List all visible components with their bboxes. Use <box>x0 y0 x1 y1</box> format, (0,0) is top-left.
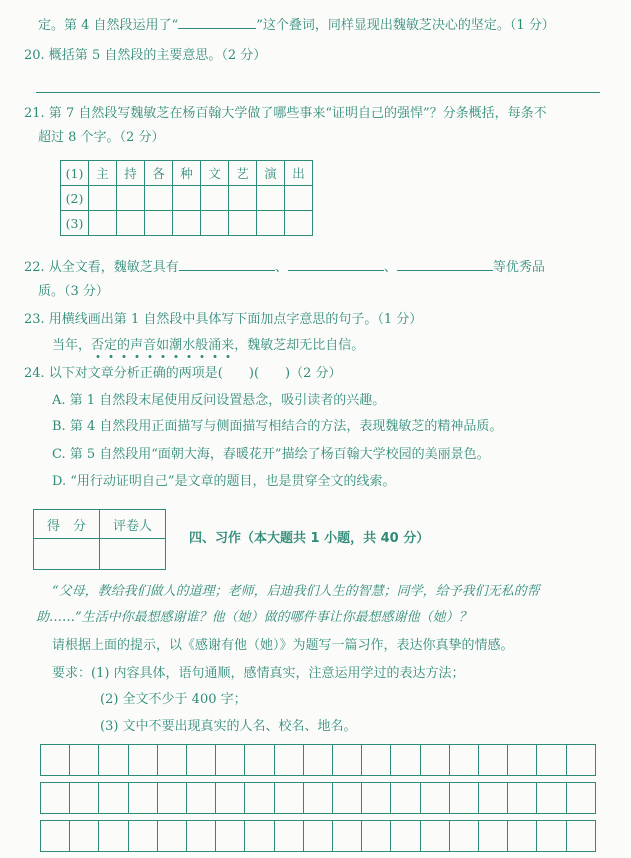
composition-cell[interactable] <box>391 821 420 851</box>
composition-cell[interactable] <box>304 821 333 851</box>
composition-cell[interactable] <box>99 745 128 775</box>
composition-cell[interactable] <box>567 783 595 813</box>
requirement-1: 要求：(1) 内容具体，语句通顺，感情真实，注意运用学过的表达方法； <box>52 666 465 681</box>
grid-cell[interactable] <box>89 186 117 211</box>
q23-question: 23. 用横线画出第 1 自然段中具体写下面加点字意思的句子。（1 分） <box>24 312 423 327</box>
composition-cell[interactable] <box>187 745 216 775</box>
q21-row-label: (3) <box>61 211 89 236</box>
grid-cell[interactable] <box>257 186 285 211</box>
section4-heading: 四、习作（本大题共 1 小题，共 40 分） <box>189 531 430 546</box>
composition-cell[interactable] <box>450 821 479 851</box>
q22-question-line1 <box>24 256 545 278</box>
q24-option-a[interactable]: A. 第 1 自然段末尾使用反问设置悬念，吸引读者的兴趣。 <box>52 393 386 408</box>
grid-cell[interactable]: 主 <box>89 161 117 186</box>
emphasized-char: 的 <box>117 338 131 353</box>
prompt-line1: “父母，教给我们做人的道理；老师，启迪我们人生的智慧；同学，给予我们无私的帮 <box>52 584 540 599</box>
composition-cell[interactable] <box>216 783 245 813</box>
q24-option-d[interactable]: D. “用行动证明自己”是文章的题目，也是贯穿全文的线索。 <box>52 474 396 489</box>
composition-row <box>40 782 596 814</box>
composition-cell[interactable] <box>421 821 450 851</box>
composition-cell[interactable] <box>479 745 508 775</box>
composition-cell[interactable] <box>41 783 70 813</box>
composition-cell[interactable] <box>567 745 595 775</box>
q24-question: 24. 以下对文章分析正确的两项是( )( )（2 分） <box>24 366 342 381</box>
composition-cell[interactable] <box>479 821 508 851</box>
emphasized-char: 否 <box>91 338 105 353</box>
score-label: 得 分 <box>34 510 100 539</box>
q22-blank-3[interactable] <box>397 256 493 271</box>
q19-text-after: ”这个叠词，同样显现出魏敏芝决心的坚定。（1 分） <box>256 18 555 33</box>
q22-sep: 、 <box>274 260 288 275</box>
composition-cell[interactable] <box>41 745 70 775</box>
composition-cell[interactable] <box>508 783 537 813</box>
grid-cell[interactable] <box>117 211 145 236</box>
composition-cell[interactable] <box>537 745 566 775</box>
composition-cell[interactable] <box>216 821 245 851</box>
composition-cell[interactable] <box>158 783 187 813</box>
composition-cell[interactable] <box>567 821 595 851</box>
grid-cell[interactable] <box>285 186 313 211</box>
q22-blank-2[interactable] <box>288 256 384 271</box>
composition-cell[interactable] <box>421 745 450 775</box>
q19-answer-blank[interactable] <box>178 14 256 29</box>
composition-cell[interactable] <box>129 783 158 813</box>
q21-row-label: (1) <box>61 161 89 186</box>
composition-cell[interactable] <box>129 821 158 851</box>
q23-sentence-pre: 当年， <box>52 338 92 353</box>
q23-dotted-phrase <box>91 338 234 353</box>
composition-cell[interactable] <box>41 821 70 851</box>
reviewer-input[interactable] <box>100 539 166 570</box>
grid-cell[interactable]: 文 <box>201 161 229 186</box>
grid-cell[interactable]: 持 <box>117 161 145 186</box>
composition-cell[interactable] <box>508 821 537 851</box>
composition-cell[interactable] <box>537 783 566 813</box>
q19-tail <box>38 14 555 36</box>
prompt-line3: 请根据上面的提示，以《感谢有他（她）》为题写一篇习作，表达你真挚的情感。 <box>52 638 514 653</box>
q24-option-b[interactable]: B. 第 4 自然段用正面描写与侧面描写相结合的方法，表现魏敏芝的精神品质。 <box>52 419 503 434</box>
grid-cell[interactable]: 艺 <box>229 161 257 186</box>
emphasized-char: 般 <box>195 338 209 353</box>
q23-sentence[interactable] <box>52 336 364 356</box>
q21-question-line1: 21. 第 7 自然段写魏敏芝在杨百翰大学做了哪些事来“证明自己的强悍”？分条概括，每条不 <box>24 106 547 121</box>
composition-cell[interactable] <box>275 783 304 813</box>
requirement-3: (3) 文中不要出现真实的人名、校名、地名。 <box>100 719 357 734</box>
composition-cell[interactable] <box>275 821 304 851</box>
emphasized-char: 来 <box>221 338 235 353</box>
composition-cell[interactable] <box>362 783 391 813</box>
requirement-2: (2) 全文不少于 400 字； <box>100 692 247 707</box>
composition-cell[interactable] <box>304 745 333 775</box>
composition-cell[interactable] <box>245 783 274 813</box>
grid-cell[interactable] <box>89 211 117 236</box>
composition-cell[interactable] <box>362 745 391 775</box>
composition-cell[interactable] <box>362 821 391 851</box>
emphasized-char: 如 <box>156 338 170 353</box>
grid-cell[interactable] <box>201 186 229 211</box>
q20-answer-line[interactable] <box>36 92 600 93</box>
prompt-line2: 助……”生活中你最想感谢谁？他（她）做的哪件事让你最想感谢他（她）？ <box>36 610 472 625</box>
q21-row <box>61 161 313 186</box>
grid-cell[interactable] <box>285 211 313 236</box>
composition-cell[interactable] <box>304 783 333 813</box>
score-box <box>33 509 166 570</box>
grid-cell[interactable] <box>173 186 201 211</box>
q21-row <box>61 186 313 211</box>
composition-cell[interactable] <box>333 783 362 813</box>
reviewer-label: 评卷人 <box>100 510 166 539</box>
grid-cell[interactable] <box>173 211 201 236</box>
composition-cell[interactable] <box>391 783 420 813</box>
q19-text-before: 定。第 4 自然段运用了“ <box>38 18 179 33</box>
q22-question-line2: 质。（3 分） <box>38 284 109 299</box>
composition-cell[interactable] <box>216 745 245 775</box>
composition-cell[interactable] <box>99 783 128 813</box>
q22-sep: 、 <box>383 260 397 275</box>
composition-cell[interactable] <box>187 821 216 851</box>
q21-answer-grid <box>60 160 313 236</box>
q23-sentence-post: ，魏敏芝却无比自信。 <box>234 338 365 353</box>
composition-row <box>40 820 596 852</box>
composition-cell[interactable] <box>158 745 187 775</box>
grid-cell[interactable] <box>145 186 173 211</box>
composition-cell[interactable] <box>245 821 274 851</box>
composition-cell[interactable] <box>450 783 479 813</box>
grid-cell[interactable]: 出 <box>285 161 313 186</box>
composition-cell[interactable] <box>479 783 508 813</box>
q22-blank-1[interactable] <box>179 256 275 271</box>
grid-cell[interactable]: 各 <box>145 161 173 186</box>
composition-grid <box>40 744 596 858</box>
score-input[interactable] <box>34 539 100 570</box>
composition-cell[interactable] <box>333 821 362 851</box>
grid-cell[interactable] <box>229 186 257 211</box>
composition-cell[interactable] <box>99 821 128 851</box>
composition-cell[interactable] <box>187 783 216 813</box>
composition-cell[interactable] <box>391 745 420 775</box>
composition-cell[interactable] <box>129 745 158 775</box>
grid-cell[interactable] <box>229 211 257 236</box>
composition-cell[interactable] <box>537 821 566 851</box>
q21-question-line2: 超过 8 个字。（2 分） <box>38 130 165 145</box>
composition-row <box>40 744 596 776</box>
grid-cell[interactable]: 种 <box>173 161 201 186</box>
q24-option-c[interactable]: C. 第 5 自然段用“面朝大海，春暖花开”描绘了杨百翰大学校园的美丽景色。 <box>52 447 490 462</box>
emphasized-char: 音 <box>143 338 157 353</box>
grid-cell[interactable] <box>257 211 285 236</box>
grid-cell[interactable]: 演 <box>257 161 285 186</box>
q21-row <box>61 211 313 236</box>
composition-cell[interactable] <box>245 745 274 775</box>
composition-cell[interactable] <box>158 821 187 851</box>
emphasized-char: 潮 <box>169 338 183 353</box>
composition-cell[interactable] <box>275 745 304 775</box>
q22-text: 22. 从全文看，魏敏芝具有 <box>24 260 179 275</box>
composition-cell[interactable] <box>508 745 537 775</box>
emphasized-char: 涌 <box>208 338 222 353</box>
composition-cell[interactable] <box>70 745 99 775</box>
q21-row-label: (2) <box>61 186 89 211</box>
composition-cell[interactable] <box>70 783 99 813</box>
composition-cell[interactable] <box>421 783 450 813</box>
emphasized-char: 水 <box>182 338 196 353</box>
composition-cell[interactable] <box>450 745 479 775</box>
emphasized-char: 定 <box>104 338 118 353</box>
q22-text-end: 等优秀品 <box>492 260 545 275</box>
grid-cell[interactable] <box>145 211 173 236</box>
composition-cell[interactable] <box>333 745 362 775</box>
composition-cell[interactable] <box>70 821 99 851</box>
q20-question: 20. 概括第 5 自然段的主要意思。（2 分） <box>24 48 267 63</box>
grid-cell[interactable] <box>117 186 145 211</box>
emphasized-char: 声 <box>130 338 144 353</box>
grid-cell[interactable] <box>201 211 229 236</box>
